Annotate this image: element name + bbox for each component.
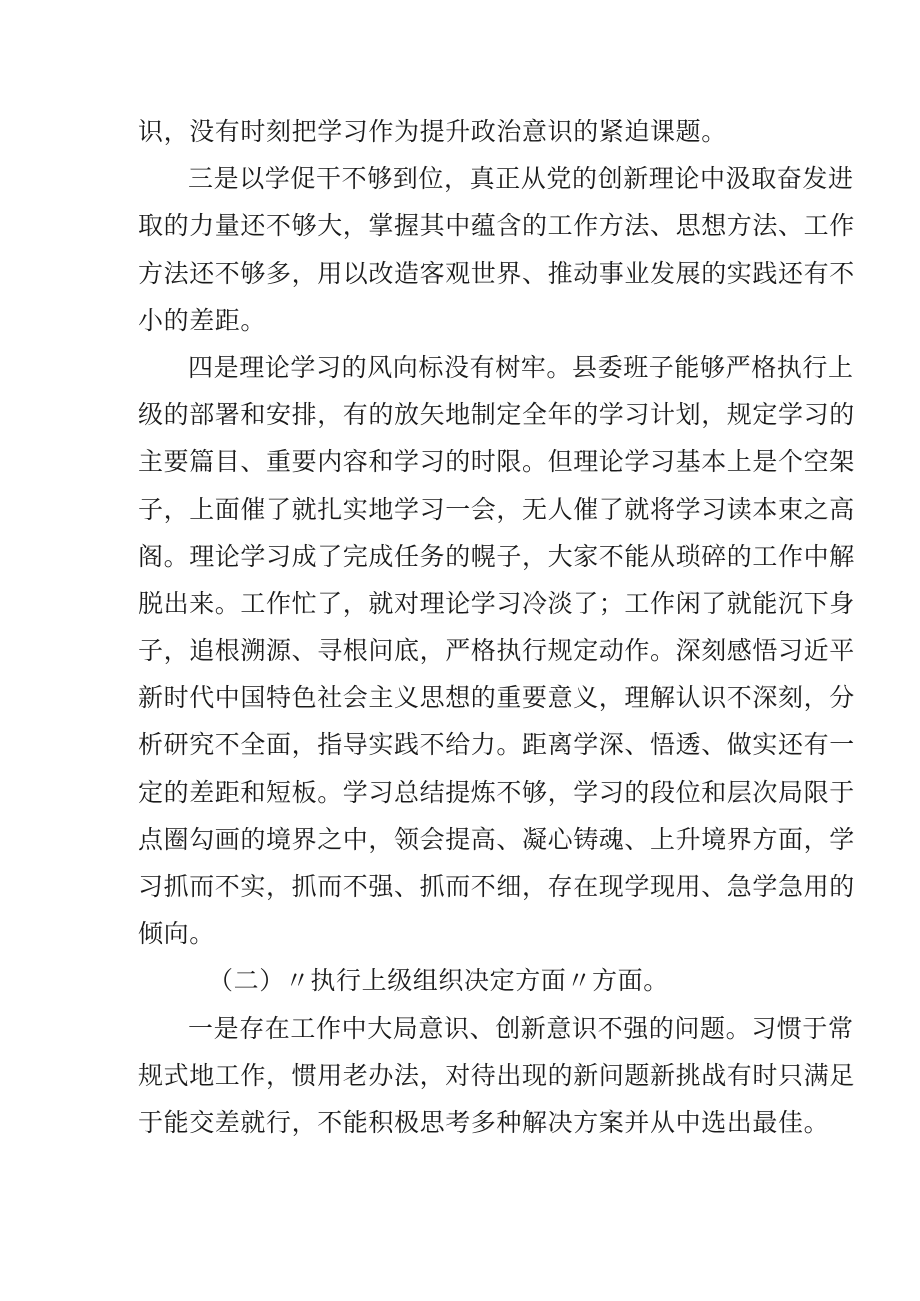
text-line: 倾向。 [138,919,215,949]
text-line: 级的部署和安排，有的放矢地制定全年的学习计划，规定学习的 [138,400,855,430]
text-line: 规式地工作，惯用老办法，对待出现的新问题新挑战有时只满足 [138,1060,855,1090]
text-line: 方法还不够多，用以改造客观世界、推动事业发展的实践还有不 [138,258,855,288]
text-line: 析研究不全面，指导实践不给力。距离学深、悟透、做实还有一 [138,730,855,760]
text-line: 子，上面催了就扎实地学习一会，无人催了就将学习读本束之高 [138,494,855,524]
text-line: 取的力量还不够大，掌握其中蕴含的工作方法、思想方法、工作 [138,211,855,241]
text-line: 新时代中国特色社会主义思想的重要意义，理解认识不深刻，分 [138,683,855,713]
text-line: 脱出来。工作忙了，就对理论学习冷淡了；工作闲了就能沉下身 [138,588,855,618]
text-line: 子，追根溯源、寻根问底，严格执行规定动作。深刻感悟习近平 [138,636,855,666]
paragraph-start-line: 四是理论学习的风向标没有树牢。县委班子能够严格执行上 [188,352,854,382]
text-line: 阁。理论学习成了完成任务的幌子，大家不能从琐碎的工作中解 [138,541,855,571]
text-line: 于能交差就行，不能积极思考多种解决方案并从中选出最佳。 [138,1107,830,1137]
text-line: 主要篇目、重要内容和学习的时限。但理论学习基本上是个空架 [138,447,855,477]
document-body [138,108,855,1146]
text-line: 点圈勾画的境界之中，领会提高、凝心铸魂、上升境界方面，学 [138,824,855,854]
paragraph-start-line: 三是以学促干不够到位，真正从党的创新理论中汲取奋发进 [188,164,854,194]
text-line: 小的差距。 [138,305,267,335]
text-line: 习抓而不实，抓而不强、抓而不细，存在现学现用、急学急用的 [138,872,855,901]
paragraph-start-line: 一是存在工作中大局意识、创新意识不强的问题。习惯于常 [188,1013,854,1043]
section-heading: （二）〃执行上级组织决定方面〃方面。 [208,966,669,996]
text-line: 定的差距和短板。学习总结提炼不够，学习的段位和层次局限于 [138,777,855,807]
text-line: 识，没有时刻把学习作为提升政治意识的紧迫课题。 [138,117,727,146]
